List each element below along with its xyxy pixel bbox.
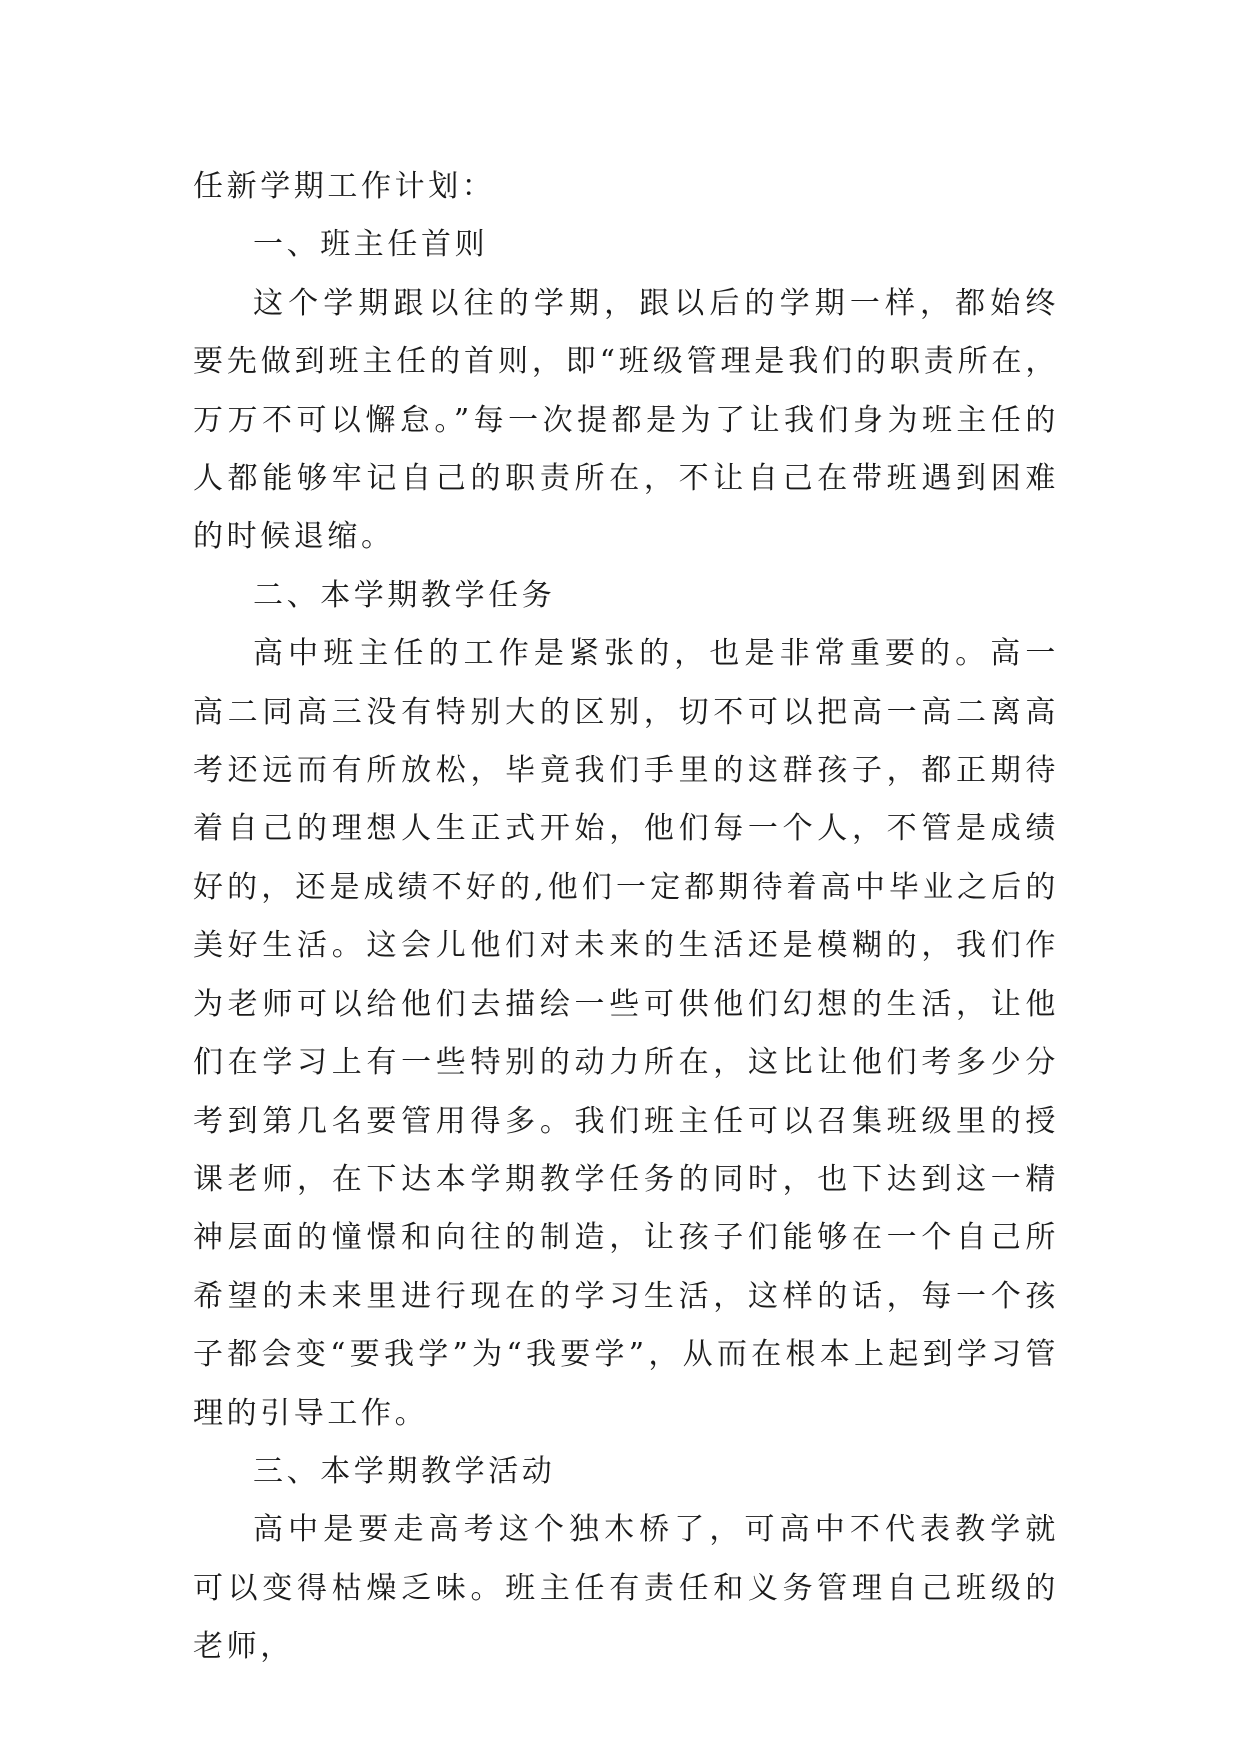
paragraph-intro: 任新学期工作计划： bbox=[193, 169, 496, 204]
heading-section-3: 三、本学期教学活动 bbox=[253, 1453, 556, 1489]
paragraph-section-1: 这个学期跟以往的学期，跟以后的学期一样，都始终要先做到班主任的首则，即“班级管理是我们的职责所在，万万不可以懈怠。”每一次提都是为了让我们身为班主任的人都能够牢记自己的职责所在，不让自己在带班遇到困难的时候退缩。 bbox=[193, 285, 1059, 555]
heading-section-1: 一、班主任首则 bbox=[253, 227, 489, 263]
document-body bbox=[193, 158, 1059, 1677]
paragraph-section-3: 高中是要走高考这个独木桥了，可高中不代表教学就可以变得枯燥乏味。班主任有责任和义务管理自己班级的老师， bbox=[193, 1512, 1059, 1665]
heading-section-2: 二、本学期教学任务 bbox=[253, 577, 556, 613]
paragraph-section-2: 高中班主任的工作是紧张的，也是非常重要的。高一高二同高三没有特别大的区别，切不可以把高一高二离高考还远而有所放松，毕竟我们手里的这群孩子，都正期待着自己的理想人生正式开始，他们每一个人，不管是成绩好的，还是成绩不好的,他们一定都期待着高中毕业之后的美好生活。这会儿他们对未来的生活还是模糊的，我们作为老师可以给他们去描绘一些可供他们幻想的生活，让他们在学习上有一些特别的动力所在，这比让他们考多少分考到第几名要管用得多。我们班主任可以召集班级里的授课老师，在下达本学期教学任务的同时，也下达到这一精神层面的憧憬和向往的制造，让孩子们能够在一个自己所希望的未来里进行现在的学习生活，这样的话，每一个孩子都会变“要我学”为“我要学”，从而在根本上起到学习管理的引导工作。 bbox=[193, 636, 1059, 1431]
